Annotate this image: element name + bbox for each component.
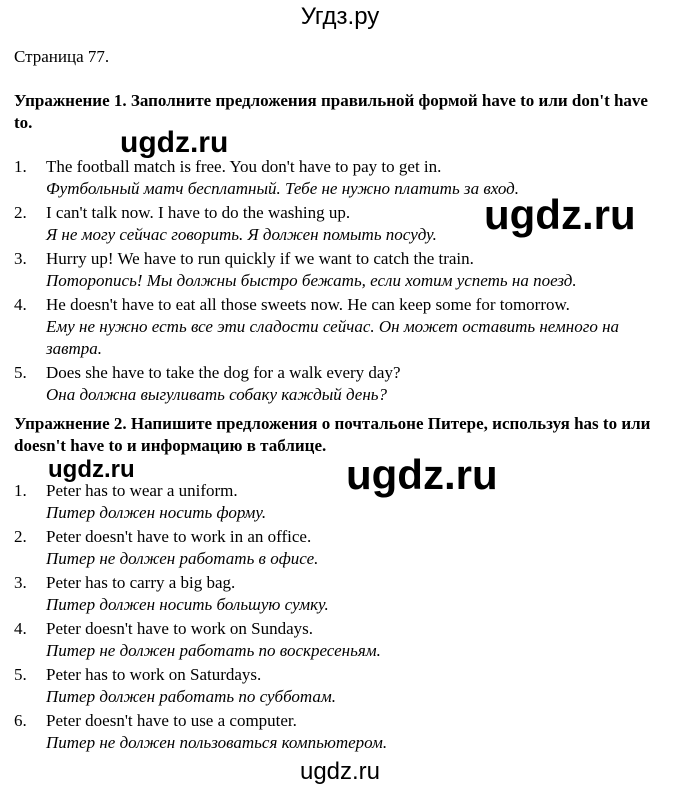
- item-number: 1.: [14, 157, 27, 176]
- page-number: Страница 77.: [14, 47, 110, 66]
- item-number: 4.: [14, 619, 27, 638]
- list-item: [14, 294, 674, 360]
- item-number: 2.: [14, 203, 27, 222]
- english-sentence: Does she have to take the dog for a walk every day?: [46, 363, 401, 382]
- english-sentence: Peter doesn't have to work in an office.: [46, 527, 312, 546]
- russian-translation: Питер не должен пользоваться компьютером.: [46, 733, 388, 752]
- list-item: [14, 362, 674, 406]
- item-number: 5.: [14, 665, 27, 684]
- watermark: ugdz.ru: [48, 456, 135, 483]
- english-sentence: Hurry up! We have to run quickly if we want to catch the train.: [46, 249, 474, 268]
- item-number: 2.: [14, 527, 27, 546]
- list-item: [14, 248, 674, 292]
- list-item: [14, 526, 674, 570]
- english-sentence: Peter doesn't have to work on Sundays.: [46, 619, 313, 638]
- watermark: ugdz.ru: [346, 451, 498, 498]
- list-item: [14, 572, 674, 616]
- item-number: 5.: [14, 363, 27, 382]
- exercise-1-heading: Упражнение 1. Заполните предложения правильной формой have to или don't have to.: [14, 91, 648, 132]
- russian-translation: Питер не должен работать в офисе.: [46, 549, 319, 568]
- list-item: [14, 618, 674, 662]
- russian-translation: Питер должен работать по субботам.: [46, 687, 337, 706]
- watermark: ugdz.ru: [120, 126, 229, 159]
- footer-watermark: ugdz.ru: [299, 758, 381, 785]
- english-sentence: The football match is free. You don't have to pay to get in.: [46, 157, 442, 176]
- russian-translation: Я не могу сейчас говорить. Я должен помыть посуду.: [46, 225, 437, 244]
- english-sentence: Peter has to carry a big bag.: [46, 573, 236, 592]
- item-number: 3.: [14, 573, 27, 592]
- exercise-2-heading: Упражнение 2. Напишите предложения о почтальоне Питере, используя has to или doesn't have to и информацию в таблице.: [14, 414, 651, 455]
- item-number: 6.: [14, 711, 27, 730]
- russian-translation: Питер не должен работать по воскресеньям.: [46, 641, 381, 660]
- item-number: 3.: [14, 249, 27, 268]
- russian-translation: Футбольный матч бесплатный. Тебе не нужно платить за вход.: [46, 179, 519, 198]
- watermark: ugdz.ru: [484, 191, 636, 238]
- russian-translation: Поторопись! Мы должны быстро бежать, если хотим успеть на поезд.: [46, 271, 577, 290]
- item-number: 1.: [14, 481, 27, 500]
- english-sentence: Peter has to wear a uniform.: [46, 481, 238, 500]
- russian-translation: Ему не нужно есть все эти сладости сейчас. Он может оставить немного на завтра.: [46, 317, 620, 358]
- russian-translation: Питер должен носить большую сумку.: [46, 595, 329, 614]
- russian-translation: Питер должен носить форму.: [46, 503, 267, 522]
- english-sentence: Peter doesn't have to use a computer.: [46, 711, 297, 730]
- exercise-2-list: [14, 480, 674, 756]
- english-sentence: I can't talk now. I have to do the washing up.: [46, 203, 351, 222]
- russian-translation: Она должна выгуливать собаку каждый день?: [46, 385, 388, 404]
- list-item: [14, 480, 674, 524]
- item-number: 4.: [14, 295, 27, 314]
- list-item: [14, 710, 674, 754]
- site-title: Угдз.ру: [300, 3, 380, 30]
- english-sentence: Peter has to work on Saturdays.: [46, 665, 262, 684]
- english-sentence: He doesn't have to eat all those sweets now. He can keep some for tomorrow.: [46, 295, 570, 314]
- list-item: [14, 664, 674, 708]
